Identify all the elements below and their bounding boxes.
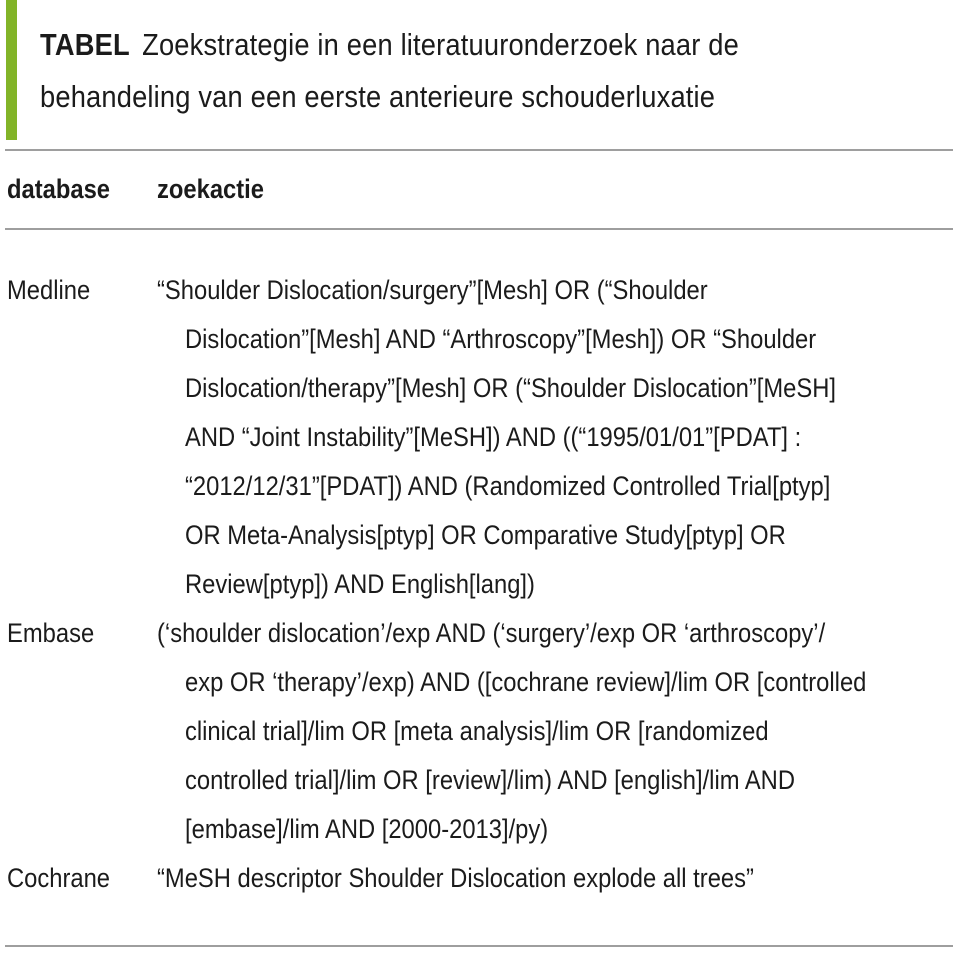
query-line: exp OR ‘therapy’/exp) AND ([cochrane review]/lim OR [controlled <box>185 667 867 697</box>
query-medline <box>157 266 959 609</box>
table-header-row <box>0 151 959 228</box>
row-label-medline: Medline <box>7 275 91 305</box>
query-line: “MeSH descriptor Shoulder Dislocation explode all trees” <box>157 863 754 893</box>
table-body <box>0 230 959 903</box>
table-title-line-1 <box>40 19 849 71</box>
query-line: OR Meta-Analysis[ptyp] OR Comparative Study[ptyp] OR <box>185 520 786 550</box>
accent-bar <box>6 0 17 140</box>
query-line: AND “Joint Instability”[MeSH]) AND ((“1995/01/01”[PDAT] : <box>185 422 802 452</box>
query-line: Dislocation/therapy”[Mesh] OR (“Shoulder Dislocation”[MeSH] <box>185 373 837 403</box>
query-line: “2012/12/31”[PDAT]) AND (Randomized Controlled Trial[ptyp] <box>185 471 831 501</box>
table-title-line-2: behandeling van een eerste anterieure schouderluxatie <box>40 79 716 114</box>
query-line: “Shoulder Dislocation/surgery”[Mesh] OR (“Shoulder <box>157 275 708 305</box>
query-line: clinical trial]/lim OR [meta analysis]/lim OR [randomized <box>185 716 769 746</box>
row-label-embase: Embase <box>7 618 95 648</box>
query-line: (‘shoulder dislocation’/exp AND (‘surgery’/exp OR ‘arthroscopy’/ <box>157 618 826 648</box>
query-line: controlled trial]/lim OR [review]/lim) AND [english]/lim AND <box>185 765 795 795</box>
table-row-embase <box>7 609 959 854</box>
table-row-cochrane <box>7 854 959 903</box>
query-line: Review[ptyp]) AND English[lang]) <box>185 569 535 599</box>
bottom-rule <box>5 945 953 947</box>
query-embase <box>157 609 959 854</box>
column-header-database: database <box>7 174 111 204</box>
table-title-text-1: Zoekstrategie in een literatuuronderzoek naar de <box>142 27 739 62</box>
query-cochrane <box>157 854 959 903</box>
query-line: Dislocation”[Mesh] AND “Arthroscopy”[Mesh]) OR “Shoulder <box>185 324 817 354</box>
table-kicker: TABEL <box>40 27 130 62</box>
query-line: [embase]/lim AND [2000-2013]/py) <box>185 814 549 844</box>
row-label-cochrane: Cochrane <box>7 863 111 893</box>
table-caption <box>0 0 959 149</box>
column-header-zoekactie: zoekactie <box>157 174 264 204</box>
table-row-medline <box>7 266 959 609</box>
